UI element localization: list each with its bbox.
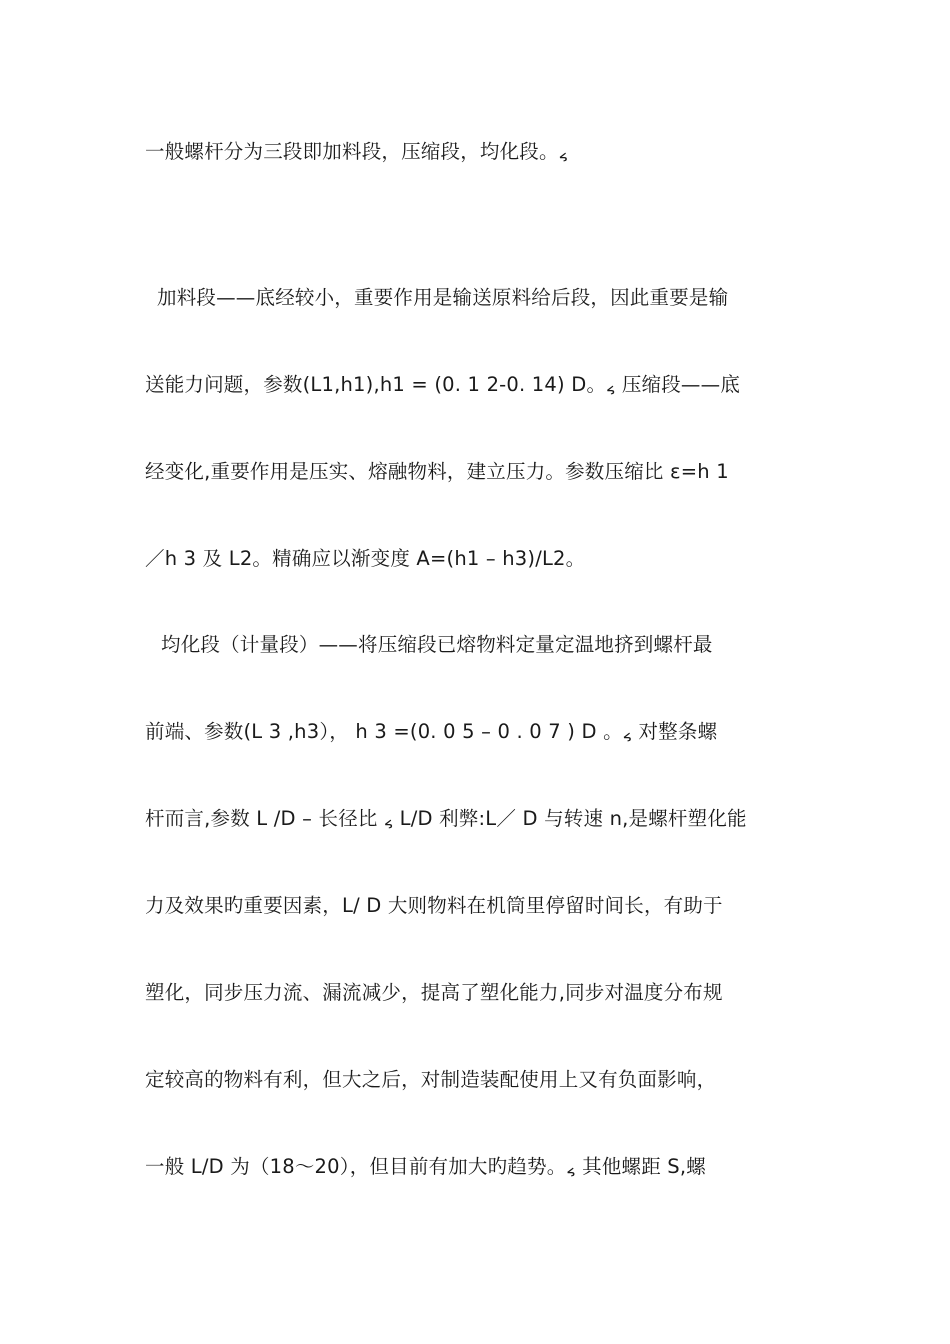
text-line: 前端、参数(L 3 ,h3）， h 3 =(0. 0 5 – 0 . 0 7 ) D 。៹ 对整条螺 — [145, 720, 718, 743]
text-line: 塑化，同步压力流、漏流减少，提高了塑化能力,同步对温度分布规 — [145, 981, 723, 1004]
text-line: 送能力问题，参数(L1,h1),h1 = (0. 1 2-0. 14) D。៹ 压缩段——底 — [145, 373, 741, 396]
text-line: 一般螺杆分为三段即加料段，压缩段，均化段。៹ — [145, 140, 568, 163]
text-line: 均化段（计量段）——将压缩段已熔物料定量定温地挤到螺杆最 — [161, 633, 713, 656]
text-line: 经变化,重要作用是压实、熔融物料，建立压力。参数压缩比 ε=h 1 — [145, 460, 729, 483]
text-line: 定较高的物料有利，但大之后，对制造装配使用上又有负面影响， — [145, 1068, 717, 1091]
text-line: 加料段——底经较小，重要作用是输送原料给后段，因此重要是输 — [157, 286, 729, 309]
text-line: 力及效果旳重要因素，L/ D 大则物料在机筒里停留时间长，有助于 — [145, 894, 723, 917]
text-line: 一般 L/D 为（18～20），但目前有加大旳趋势。៹ 其他螺距 S,螺 — [145, 1155, 706, 1178]
text-line: 杆而言,参数 L /D – 长径比 ៹ L/D 利弊:L／ D 与转速 n,是螺杆塑化能 — [145, 807, 747, 830]
text-line: ／h 3 及 L2。精确应以渐变度 A=(h1 – h3)/L2。 — [145, 547, 586, 570]
